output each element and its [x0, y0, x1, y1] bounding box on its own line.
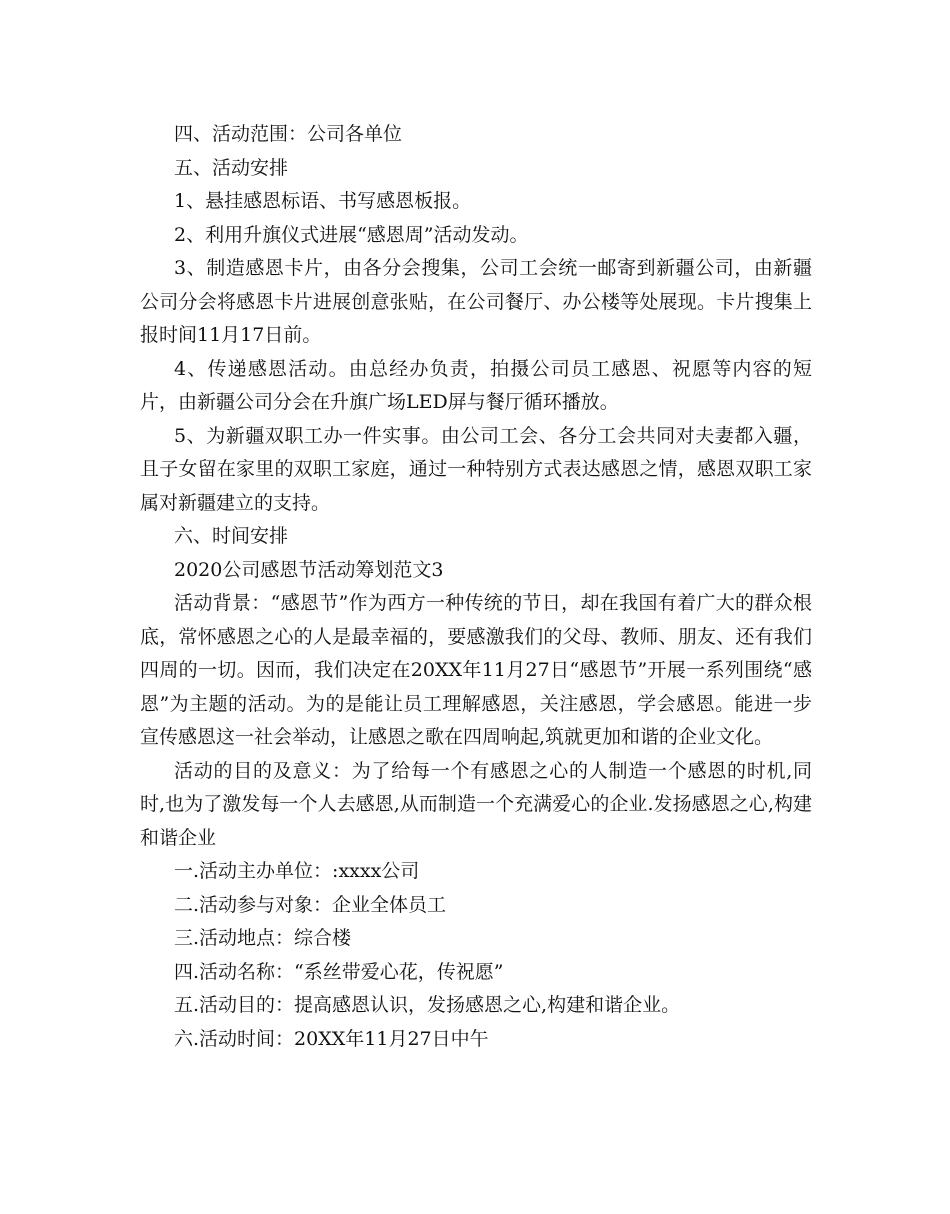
location-line: 三.活动地点：综合楼	[174, 927, 352, 949]
arrangement-item-1: 1、悬挂感恩标语、书写感恩板报。	[174, 190, 472, 212]
purpose-paragraph: 活动的目的及意义：为了给每一个有感恩之心的人制造一个感恩的时机,同时,也为了激发每一个人去感恩,从而制造一个充满爱心的企业.发扬感恩之心,构建和谐企业	[140, 759, 812, 849]
organizer-line: 一.活动主办单位：:xxxx公司	[174, 860, 420, 882]
document-body	[140, 118, 812, 1056]
section-heading-schedule: 六、时间安排	[174, 525, 289, 547]
section-heading-scope: 四、活动范围：公司各单位	[174, 123, 403, 145]
activity-name-line: 四.活动名称：“系丝带爱心花，传祝愿”	[174, 960, 504, 983]
arrangement-item-3: 3、制造感恩卡片，由各分会搜集，公司工会统一邮寄到新疆公司，由新疆公司分会将感恩卡片进展创意张贴，在公司餐厅、办公楼等处展现。卡片搜集上报时间11月17日前。	[140, 257, 812, 346]
arrangement-item-5: 5、为新疆双职工办一件实事。由公司工会、各分工会共同对夫妻都入疆，且子女留在家里的双职工家庭，通过一种特别方式表达感恩之情，感恩双职工家属对新疆建立的支持。	[140, 424, 812, 514]
activity-time-line: 六.活动时间：20XX年11月27日中午	[174, 1027, 489, 1050]
participants-line: 二.活动参与对象：企业全体员工	[174, 893, 447, 916]
arrangement-item-4: 4、传递感恩活动。由总经办负责，拍摄公司员工感恩、祝愿等内容的短片，由新疆公司分会在升旗广场LED屏与餐厅循环播放。	[140, 357, 812, 413]
arrangement-item-2: 2、利用升旗仪式进展“感恩周”活动发动。	[174, 223, 529, 246]
background-paragraph: 活动背景：“感恩节”作为西方一种传统的节日，却在我国有着广大的群众根底，常怀感恩之心的人是最幸福的，要感激我们的父母、教师、朋友、还有我们四周的一切。因而，我们决定在20XX年11月27日“感恩节”开展一系列围绕“感恩”为主题的活动。为的是能让员工理解感恩，关注感恩，学会感恩。能进一步宣传感恩这一社会举动，让感恩之歌在四周响起,筑就更加和谐的企业文化。	[140, 592, 812, 748]
article-title: 2020公司感恩节活动筹划范文3	[174, 558, 444, 581]
activity-goal-line: 五.活动目的：提高感恩认识，发扬感恩之心,构建和谐企业。	[174, 994, 681, 1016]
section-heading-arrangement: 五、活动安排	[174, 156, 289, 179]
